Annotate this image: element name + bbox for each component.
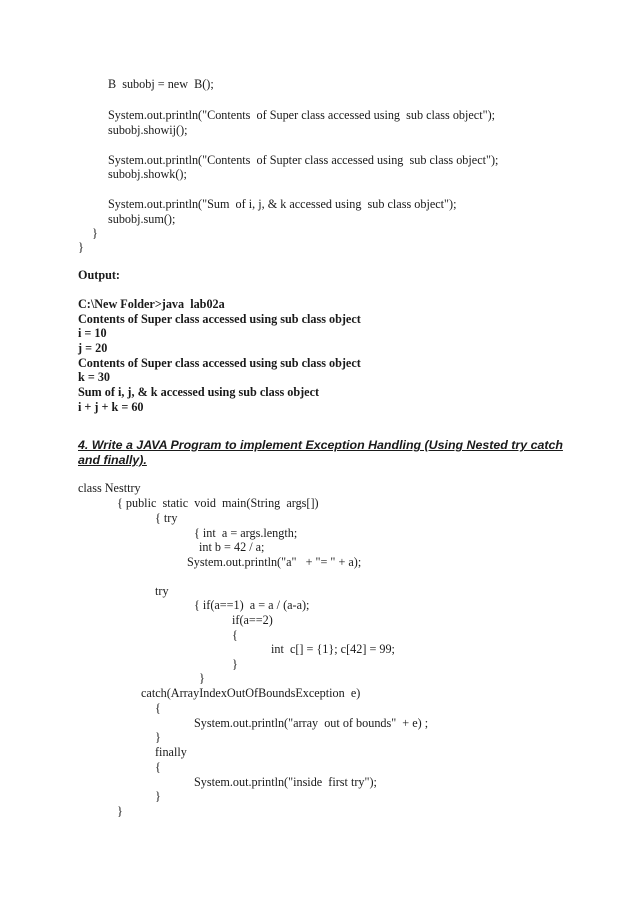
code-line: } — [78, 240, 84, 254]
code-line: System.out.println("Sum of i, j, & k accessed using sub class object"); — [108, 197, 457, 211]
code-line: System.out.println("inside first try"); — [194, 775, 377, 789]
output-line: k = 30 — [78, 370, 111, 384]
output-line: i = 10 — [78, 326, 107, 340]
question-heading-line1: 4. Write a JAVA Program to implement Exception Handling (Using Nested try catch — [78, 438, 563, 452]
code-line: { — [232, 628, 238, 642]
output-line: j = 20 — [78, 341, 108, 355]
code-line: try — [155, 584, 169, 598]
code-line: System.out.println("array out of bounds" + e) ; — [194, 716, 429, 730]
output-line: C:\New Folder>java lab02a — [78, 297, 225, 311]
code-line: { if(a==1) a = a / (a-a); — [194, 598, 310, 612]
code-line: class Nesttry — [78, 481, 141, 495]
output-line: Contents of Super class accessed using sub class object — [78, 312, 361, 326]
code-line: { — [155, 760, 161, 774]
code-line: } — [199, 671, 205, 685]
code-line: } — [117, 804, 123, 818]
code-line: System.out.println("Contents of Supter class accessed using sub class object"); — [108, 153, 499, 167]
output-line: i + j + k = 60 — [78, 400, 144, 414]
output-line: Contents of Super class accessed using sub class object — [78, 356, 361, 370]
code-line: int c[] = {1}; c[42] = 99; — [271, 642, 395, 656]
code-line: } — [155, 730, 161, 744]
code-line: { public static void main(String args[]) — [117, 496, 319, 510]
code-line: subobj.sum(); — [108, 212, 176, 226]
code-line: catch(ArrayIndexOutOfBoundsException e) — [141, 686, 361, 700]
code-line: System.out.println("Contents of Super class accessed using sub class object"); — [108, 108, 496, 122]
code-line: System.out.println("a" + "= " + a); — [187, 555, 362, 569]
code-line: } — [155, 789, 161, 803]
code-line: } — [92, 226, 98, 240]
output-label: Output: — [78, 268, 120, 282]
output-line: Sum of i, j, & k accessed using sub class object — [78, 385, 320, 399]
code-line: { int a = args.length; — [194, 526, 298, 540]
code-line: subobj.showij(); — [108, 123, 188, 137]
question-heading-line2: and finally). — [78, 453, 147, 467]
code-line: finally — [155, 745, 187, 759]
code-line: { — [155, 701, 161, 715]
code-line: B subobj = new B(); — [108, 77, 214, 91]
code-line: } — [232, 657, 238, 671]
code-line: if(a==2) — [232, 613, 273, 627]
code-line: subobj.showk(); — [108, 167, 187, 181]
code-line: int b = 42 / a; — [199, 540, 265, 554]
code-line: { try — [155, 511, 178, 525]
